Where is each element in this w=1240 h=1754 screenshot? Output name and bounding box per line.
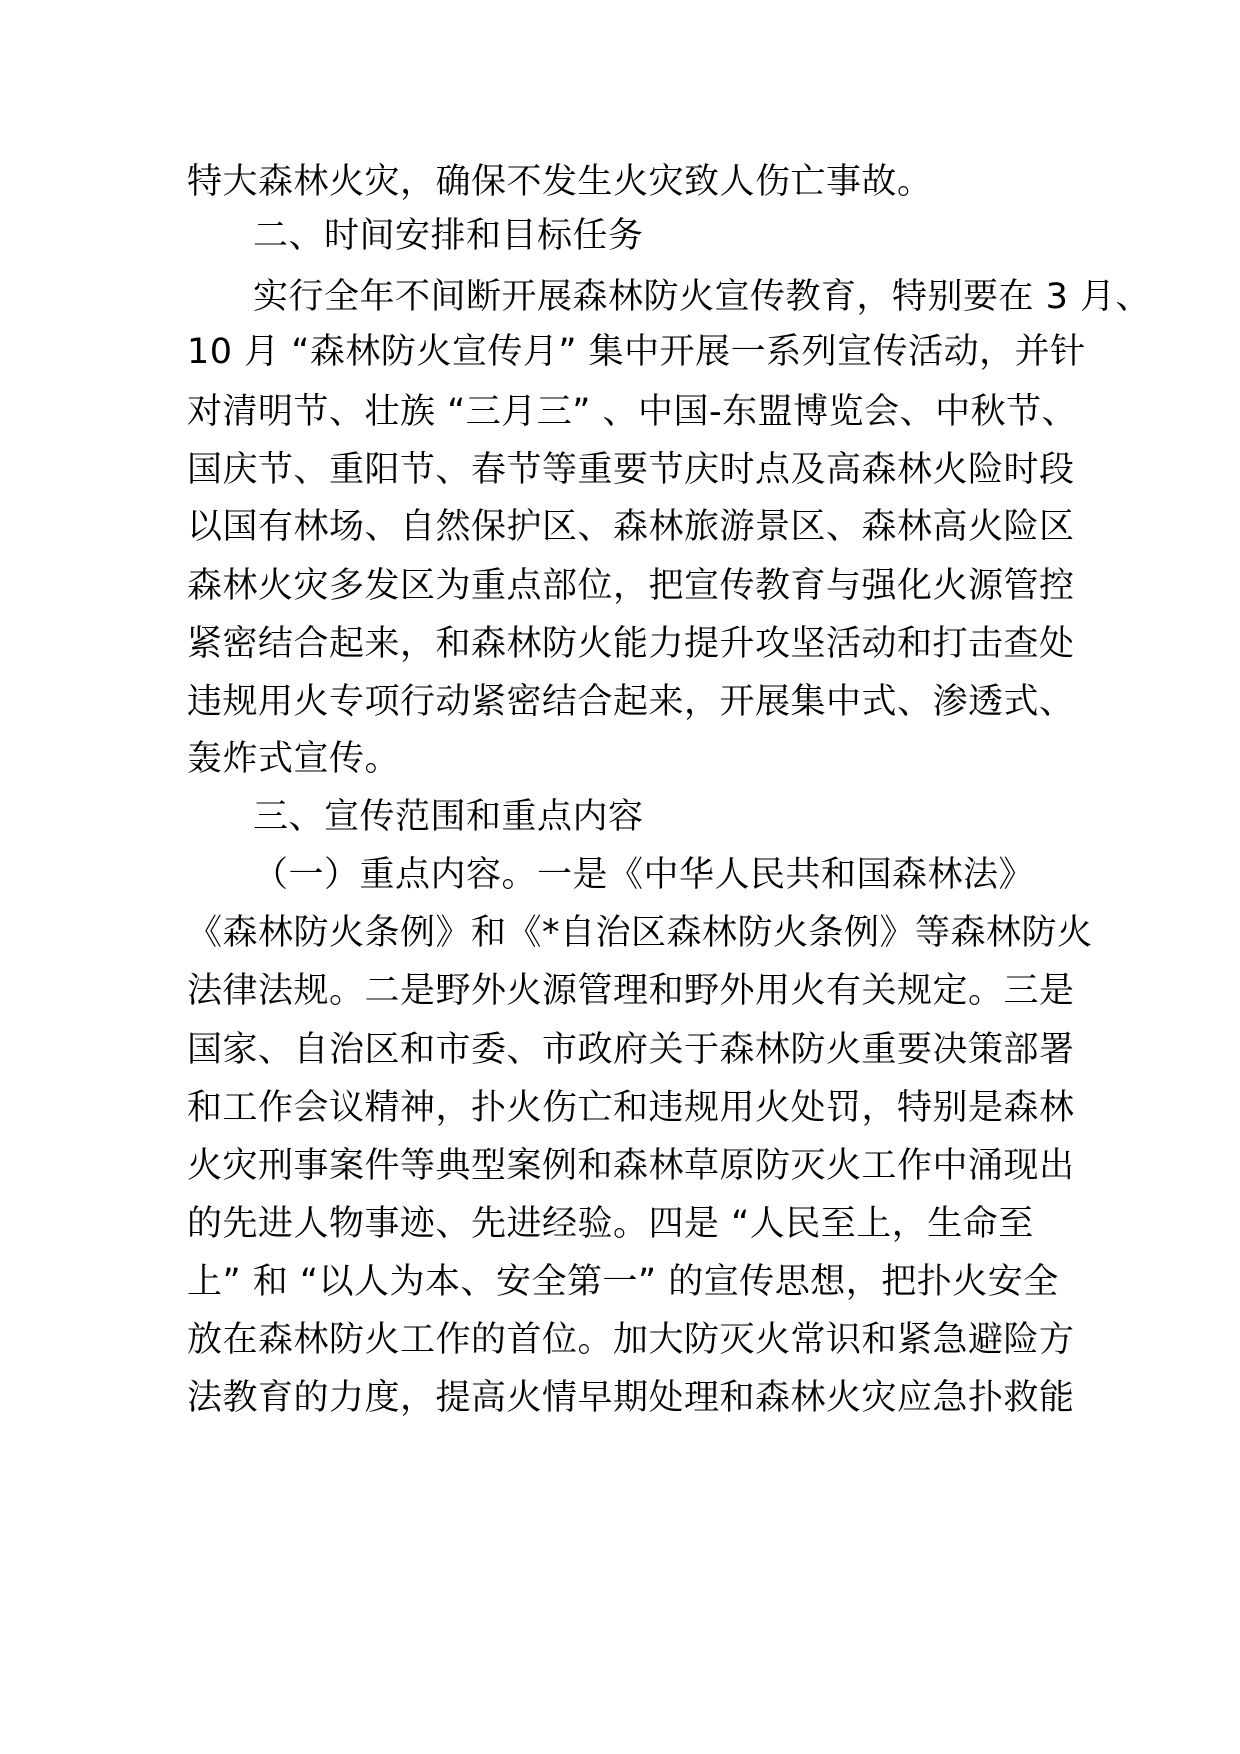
text-line: 森林火灾多发区为重点部位，把宣传教育与强化火源管控 (187, 566, 1075, 606)
text-line: 法律法规。二是野外火源管理和野外用火有关规定。三是 (187, 971, 1075, 1011)
text-line: 违规用火专项行动紧密结合起来，开展集中式、渗透式、 (187, 682, 1075, 722)
text-line: 火灾刑事案件等典型案例和森林草原防灭火工作中涌现出 (187, 1146, 1075, 1186)
text-line: 法教育的力度，提高火情早期处理和森林火灾应急扑救能 (187, 1378, 1075, 1418)
text-line: 实行全年不间断开展森林防火宣传教育，特别要在 3 月、 (253, 277, 1152, 317)
text-line: 特大森林火灾，确保不发生火灾致人伤亡事故。 (187, 162, 933, 202)
text-line: 以国有林场、自然保护区、森林旅游景区、森林高火险区 (187, 507, 1075, 547)
text-line: 10 月 “森林防火宣传月” 集中开展一系列宣传活动，并针 (187, 332, 1086, 372)
text-line: 对清明节、壮族 “三月三” 、中国-东盟博览会、中秋节、 (187, 392, 1078, 432)
text-line: 轰炸式宣传。 (187, 739, 401, 779)
text-line: 的先进人物事迹、先进经验。四是 “人民至上，生命至 (187, 1204, 1034, 1244)
section-heading-2: 二、时间安排和目标任务 (253, 216, 644, 256)
text-line: 《森林防火条例》和《*自治区森林防火条例》等森林防火 (187, 913, 1093, 953)
text-line: 上” 和 “以人为本、安全第一” 的宣传思想，把扑火安全 (187, 1262, 1059, 1302)
text-line: 和工作会议精神，扑火伤亡和违规用火处罚，特别是森林 (187, 1088, 1075, 1128)
text-line: 紧密结合起来，和森林防火能力提升攻坚活动和打击查处 (187, 624, 1075, 664)
text-line: 国庆节、重阳节、春节等重要节庆时点及高森林火险时段 (187, 450, 1075, 490)
text-line: （一）重点内容。一是《中华人民共和国森林法》 (253, 855, 1035, 895)
text-line: 放在森林防火工作的首位。加大防灭火常识和紧急避险方 (187, 1320, 1075, 1360)
text-line: 国家、自治区和市委、市政府关于森林防火重要决策部署 (187, 1030, 1075, 1070)
section-heading-3: 三、宣传范围和重点内容 (253, 797, 644, 837)
